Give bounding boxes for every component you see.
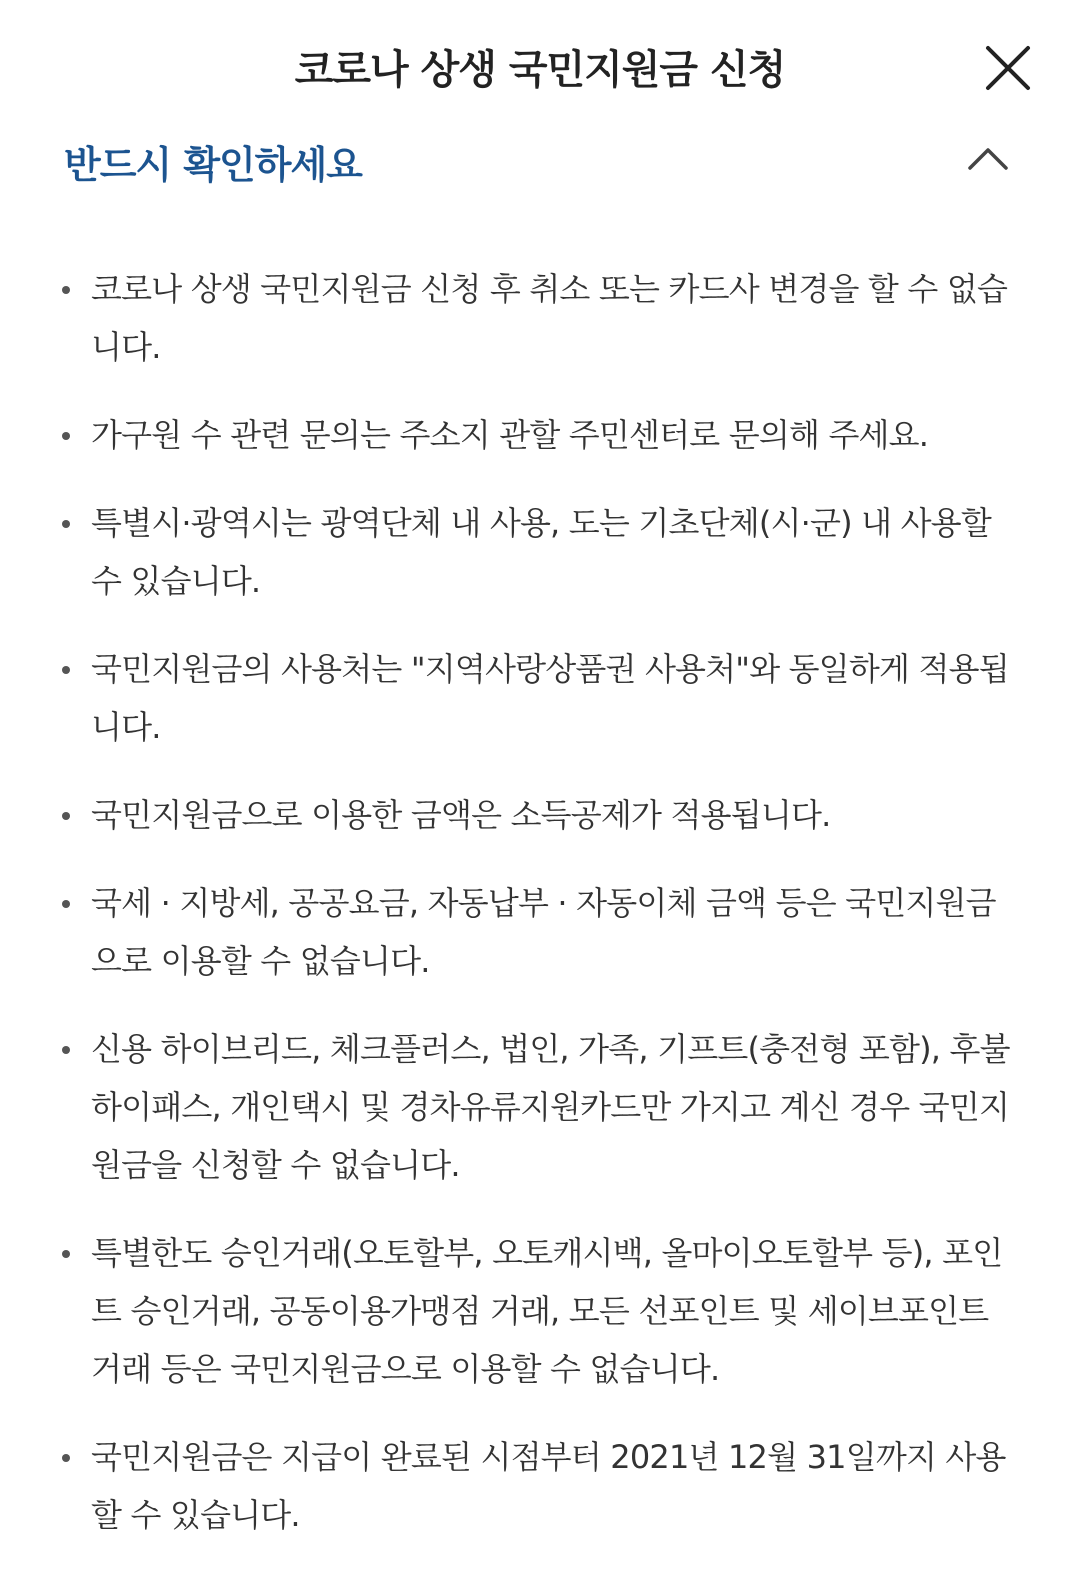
bullet-icon xyxy=(62,900,70,908)
bullet-icon xyxy=(62,520,70,528)
bullet-icon xyxy=(62,666,70,674)
notice-item xyxy=(0,640,1080,756)
bullet-icon xyxy=(62,1250,70,1258)
notice-text: 특별한도 승인거래(오토할부, 오토캐시백, 올마이오토할부 등), 포인트 승인거래, 공동이용가맹점 거래, 모든 선포인트 및 세이브포인트 거래 등은 국민지원금으로 이용할 수 없습니다. xyxy=(91,1234,1003,1388)
bullet-icon xyxy=(62,812,70,820)
chevron-up-icon[interactable] xyxy=(962,138,1014,178)
bullet-icon xyxy=(62,1046,70,1054)
notice-text: 신용 하이브리드, 체크플러스, 법인, 가족, 기프트(충전형 포함), 후불하이패스, 개인택시 및 경차유류지원카드만 가지고 계신 경우 국민지원금을 신청할 수 없습니다. xyxy=(91,1030,1010,1184)
notice-text: 특별시·광역시는 광역단체 내 사용, 도는 기초단체(시·군) 내 사용할 수 있습니다. xyxy=(91,504,992,600)
bullet-icon xyxy=(62,1454,70,1462)
notice-text: 국민지원금의 사용처는 "지역사랑상품권 사용처"와 동일하게 적용됩니다. xyxy=(91,650,1009,746)
section-title: 반드시 확인하세요 xyxy=(64,143,362,187)
notice-text: 가구원 수 관련 문의는 주소지 관할 주민센터로 문의해 주세요. xyxy=(91,416,929,454)
notice-item xyxy=(0,1020,1080,1194)
notice-item xyxy=(0,260,1080,376)
notice-item xyxy=(0,1224,1080,1398)
page-title: 코로나 상생 국민지원금 신청 xyxy=(294,47,786,93)
notice-text: 국민지원금으로 이용한 금액은 소득공제가 적용됩니다. xyxy=(91,796,831,834)
notice-item xyxy=(0,494,1080,610)
bullet-icon xyxy=(62,432,70,440)
close-icon xyxy=(978,38,1038,98)
notice-item xyxy=(0,874,1080,990)
notice-text: 코로나 상생 국민지원금 신청 후 취소 또는 카드사 변경을 할 수 없습니다. xyxy=(91,270,1008,366)
accordion-header[interactable] xyxy=(0,126,1080,196)
close-button[interactable] xyxy=(978,38,1038,98)
notice-item xyxy=(0,1428,1080,1544)
notice-list xyxy=(0,260,1080,1574)
notice-item xyxy=(0,406,1080,464)
bullet-icon xyxy=(62,286,70,294)
notice-text: 국민지원금은 지급이 완료된 시점부터 2021년 12월 31일까지 사용할 수 있습니다. xyxy=(91,1438,1006,1534)
notice-item xyxy=(0,786,1080,844)
notice-text: 국세 · 지방세, 공공요금, 자동납부 · 자동이체 금액 등은 국민지원금으로 이용할 수 없습니다. xyxy=(91,884,996,980)
modal-header xyxy=(0,0,1080,130)
